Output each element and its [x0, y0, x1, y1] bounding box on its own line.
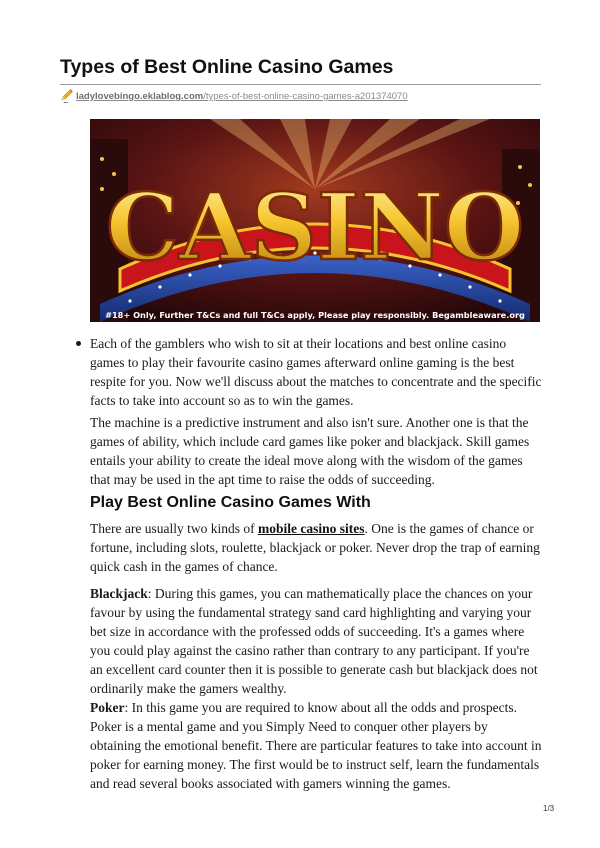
- blackjack-paragraph: [90, 584, 542, 698]
- list-item: [90, 334, 542, 410]
- intro-text-before: There are usually two kinds of: [90, 521, 258, 536]
- hero-disclaimer: #18+ Only, Further T&Cs and full T&Cs apply, Please play responsibly. Begambleaware.org: [105, 310, 525, 320]
- source-path: /types-of-best-online-casino-games-a201374070: [203, 91, 408, 102]
- intro-paragraph: [90, 519, 542, 576]
- page-title: Types of Best Online Casino Games: [60, 56, 394, 78]
- casino-sign-text: CASINO: [105, 173, 525, 281]
- page-number: 1/3: [543, 804, 555, 813]
- poker-text: : In this game you are required to know about all the odds and prospects. Poker is a mental game and you Simply Need to conquer other players by obtaining the emotional benefit. There are particular features to take into account in poker for earning money. The first would be to instruct self, learn the fundamentals and read several books associated with gamers winning the games.: [90, 700, 542, 791]
- section-heading: Play Best Online Casino Games With: [90, 494, 371, 511]
- ellipsis-marker: ...: [63, 95, 68, 105]
- title-divider: [60, 84, 541, 85]
- blackjack-label: Blackjack: [90, 586, 148, 601]
- source-link[interactable]: [76, 91, 408, 102]
- casino-hero-image: [90, 119, 540, 322]
- bullet-dot: [76, 341, 81, 346]
- blackjack-text: : During this games, you can mathematically place the chances on your favour by using the fundamental strategy sand card highlighting and varying your bet size in accordance with the professed odds of succeeding. It's a games where you could play against the casino rather than contrary to any participant. If you're an excellent card counter then it is possible to generate cash but blackjack does not ordinarily make the gamers wealthy.: [90, 586, 538, 696]
- mobile-casino-sites-link[interactable]: mobile casino sites: [257, 521, 365, 536]
- machine-paragraph: The machine is a predictive instrument and also isn't sure. Another one is that the games of ability, which include card games like poker and blackjack. Skill games entails your ability to create the ideal move along with the wisdom of the games that may be used in the apt time to raise the odds of succeeding.: [90, 415, 530, 487]
- bullet-text: Each of the gamblers who wish to sit at their locations and best online casino games to play their favourite casino games afterward online gaming is the best respite for you. Now we'll discuss about the matches to concentrate and the specific facts to take into account so as to win the games.: [90, 336, 542, 408]
- intro-text-after: . One is the games of chance or fortune, including slots, roulette, blackjack or poker. Never drop the trap of earning quick cash in the games of chance.: [90, 521, 540, 574]
- intro-bullet-list: [90, 334, 542, 410]
- source-domain: ladylovebingo.eklablog.com: [76, 91, 204, 102]
- poker-label: Poker: [90, 700, 125, 715]
- poker-paragraph: [90, 698, 542, 793]
